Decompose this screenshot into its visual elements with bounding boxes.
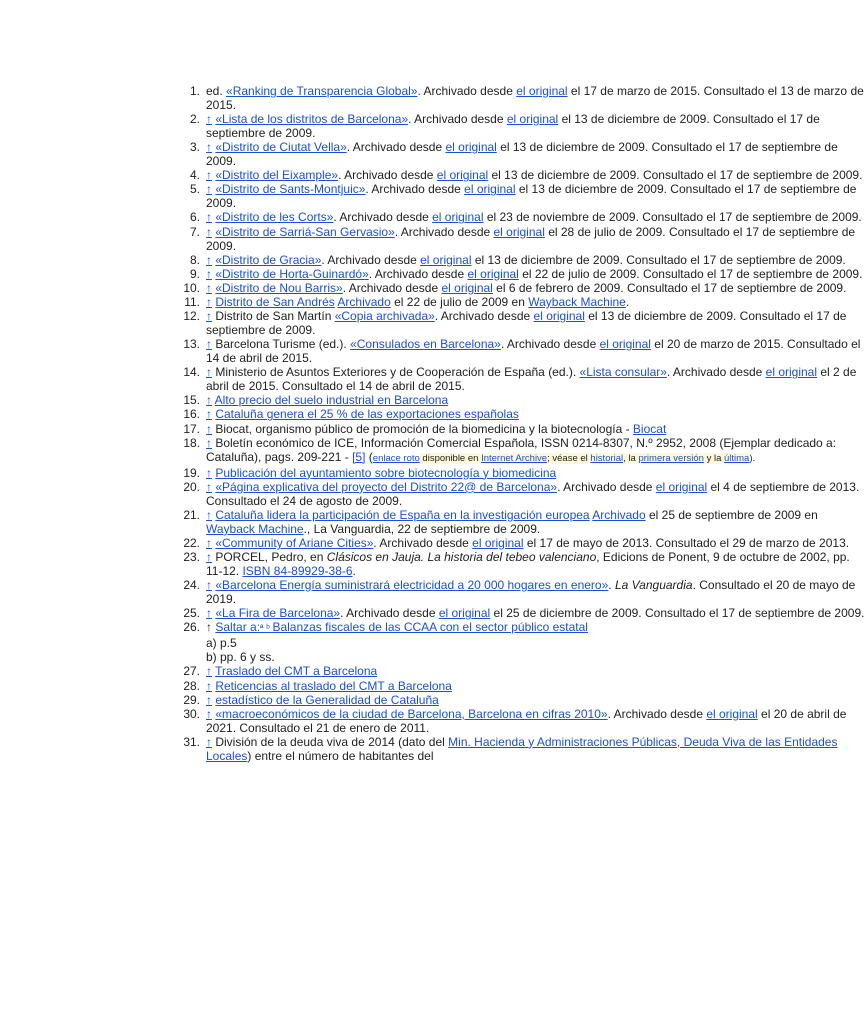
back-arrow-icon[interactable]: ↑ (206, 664, 212, 679)
reference-link[interactable]: Archivado (592, 507, 646, 522)
back-arrow-icon[interactable]: ↑ (206, 734, 212, 749)
back-arrow-icon[interactable]: ↑ (206, 479, 212, 494)
reference-plain-text: el 22 de julio de 2009 en (390, 294, 529, 309)
reference-link[interactable]: el original (533, 309, 585, 324)
reference-plain-text: . Archivado desde (365, 182, 465, 197)
reference-link[interactable]: Internet Archive (481, 452, 548, 464)
reference-item (183, 606, 866, 621)
back-arrow-icon[interactable]: ↑ (206, 507, 212, 522)
reference-number: 20. (183, 479, 200, 494)
reference-number: 14. (183, 365, 200, 380)
reference-item (183, 664, 866, 679)
reference-number: 2. (189, 112, 200, 127)
reference-plain-text: . Archivado desde (607, 706, 707, 721)
reference-link[interactable]: Min. Hacienda y Administraciones Públicas, Deuda Viva de las Entidades Locales (206, 734, 838, 763)
reference-text (206, 550, 866, 578)
reference-text (206, 620, 866, 636)
reference-link[interactable]: el original (516, 84, 568, 98)
back-arrow-icon[interactable]: ↑ (206, 182, 212, 197)
reference-plain-text: . Archivado desde (346, 140, 446, 155)
reference-link[interactable]: el original (467, 266, 519, 281)
reference-plain-text: . Archivado desde (408, 112, 507, 127)
reference-text (206, 365, 866, 393)
reference-text (206, 112, 866, 140)
reference-link[interactable]: [5] (352, 449, 366, 464)
reference-link[interactable]: «Distrito de Sants-Montjuic» (215, 182, 366, 197)
back-arrow-icon[interactable]: ↑ (206, 210, 212, 225)
back-arrow-icon[interactable]: ↑ (206, 393, 212, 408)
reference-link[interactable]: «Lista de los distritos de Barcelona» (215, 112, 409, 127)
reference-link[interactable]: el original (441, 280, 493, 295)
reference-number: 16. (183, 407, 200, 422)
reference-text (206, 182, 866, 210)
reference-link[interactable]: «Distrito del Eixample» (215, 168, 339, 183)
reference-plain-text: ( (365, 449, 373, 464)
reference-number: 31. (183, 734, 200, 749)
reference-link[interactable]: el original (438, 606, 491, 621)
reference-plain-text: . Archivado desde (340, 606, 439, 621)
reference-link[interactable]: el original (765, 365, 818, 380)
reference-text (206, 337, 866, 365)
reference-text (206, 536, 866, 550)
reference-number: 17. (183, 421, 200, 436)
reference-number: 23. (183, 550, 200, 565)
reference-number: 15. (183, 393, 200, 408)
reference-number: 26. (183, 620, 200, 635)
reference-subnote: a) p.5 (206, 636, 237, 651)
reference-text (206, 295, 866, 309)
reference-plain-text: ; véase el (547, 452, 591, 464)
back-arrow-icon[interactable]: ↑ (206, 140, 212, 155)
reference-link[interactable]: última (724, 452, 750, 464)
reference-item (183, 578, 866, 607)
back-arrow-icon[interactable]: ↑ (206, 266, 212, 281)
reference-plain-text: Distrito de San Martín (212, 309, 335, 324)
reference-link[interactable]: el original (472, 535, 524, 550)
reference-link[interactable]: el original (493, 224, 545, 239)
reference-plain-text: . Archivado desde (417, 84, 517, 98)
back-arrow-icon[interactable]: ↑ (206, 578, 212, 593)
reference-item (184, 294, 866, 309)
reference-number: 22. (183, 535, 200, 550)
reference-link[interactable]: Biocat (632, 421, 667, 436)
reference-item (183, 479, 866, 508)
reference-plain-text: . Consultado el 20 de mayo de 2019. (206, 578, 856, 607)
back-arrow-icon[interactable]: ↑ (206, 535, 212, 550)
reference-text (206, 407, 866, 421)
reference-number: 9. (189, 266, 200, 281)
reference-plain-text: el 17 de mayo de 2013. Consultado el 29 de marzo de 2013. (523, 535, 850, 550)
reference-plain-text: el 25 de septiembre de 2009 en (645, 507, 818, 522)
reference-plain-text: . Archivado desde (321, 252, 421, 267)
reference-link[interactable]: «La Fira de Barcelona» (215, 606, 341, 621)
reference-item (183, 620, 866, 665)
reference-text (206, 480, 866, 508)
reference-link[interactable]: Publicación del ayuntamiento sobre biotecnología y biomedicina (215, 465, 557, 480)
reference-plain-text: . Archivado desde (557, 479, 656, 494)
reference-link[interactable]: «Community of Ariane Cities» (215, 535, 374, 550)
reference-plain-text: el 23 de noviembre de 2009. Consultado el 17 de septiembre de 2009. (483, 210, 862, 225)
reference-text (206, 679, 866, 693)
reference-link[interactable]: el original (506, 112, 559, 127)
reference-link[interactable]: Cataluña genera el 25 % de las exportaciones españolas (215, 407, 519, 422)
reference-link[interactable]: el original (706, 706, 758, 721)
back-arrow-icon[interactable]: ↑ (206, 465, 212, 480)
reference-link[interactable]: «Lista consular» (579, 365, 667, 380)
reference-plain-text: , la (623, 452, 639, 464)
reference-number: 29. (183, 692, 200, 707)
reference-link[interactable]: enlace roto (372, 452, 420, 464)
reference-plain-text: y la (703, 452, 724, 464)
reference-item (189, 210, 866, 225)
back-arrow-icon[interactable]: ↑ (206, 309, 212, 324)
reference-text (206, 422, 866, 436)
reference-text (206, 225, 866, 253)
reference-text (206, 707, 866, 735)
back-arrow-icon[interactable]: ↑ (206, 337, 212, 352)
reference-link[interactable]: «Distrito de les Corts» (215, 210, 334, 225)
reference-number: 8. (189, 252, 200, 267)
reference-plain-text: ed. (206, 84, 227, 98)
reference-item (183, 421, 866, 436)
back-arrow-icon: ↑ (206, 620, 212, 635)
reference-plain-text: el 13 de diciembre de 2009. Consultado el 17 de septiembre de 2009. (206, 309, 847, 338)
reference-item (189, 112, 866, 141)
reference-link[interactable]: el original (420, 252, 472, 267)
reference-plain-text: División de la deuda viva de 2014 (dato del (212, 734, 449, 749)
back-arrow-icon[interactable]: ↑ (206, 294, 212, 309)
reference-link[interactable]: Saltar a: (215, 620, 261, 635)
reference-plain-text: el 13 de diciembre de 2009. Consultado el 17 de septiembre de 2009. (488, 168, 863, 183)
reference-text (206, 664, 866, 678)
reference-text (206, 466, 866, 480)
reference-item (183, 309, 866, 338)
reference-text (206, 393, 866, 407)
reference-italic-text: Clásicos en Jauja. La historia del tebeo valenciano (326, 550, 597, 565)
reference-link[interactable]: el original (655, 479, 708, 494)
reference-link[interactable]: ª (260, 623, 267, 635)
reference-number: 12. (183, 309, 200, 324)
back-arrow-icon[interactable]: ↑ (206, 112, 212, 127)
reference-number: 1. (189, 84, 200, 98)
reference-plain-text: disponible en (419, 452, 482, 464)
reference-item (183, 393, 866, 408)
reference-item (183, 507, 866, 536)
reference-link[interactable]: Cataluña lidera la participación de España en la investigación europea (215, 507, 590, 522)
reference-link[interactable]: el original (436, 168, 489, 183)
reference-link[interactable]: Wayback Machine (528, 294, 626, 309)
reference-text (206, 606, 866, 620)
reference-plain-text: . Archivado desde (394, 224, 494, 239)
reference-plain-text: Boletín económico de ICE, Información Comercial Española, ISSN 0214-8307, N.º 2952, 2008 (Ejemplar dedicado a: Cataluña), pags. 209-221 - (206, 435, 837, 464)
reference-link[interactable]: «Copia archivada» (334, 309, 435, 324)
reference-number: 3. (189, 140, 200, 155)
reference-link[interactable]: «Distrito de Ciutat Vella» (215, 140, 347, 155)
reference-item (189, 168, 866, 183)
reference-item (183, 337, 866, 366)
reference-item (183, 678, 866, 693)
reference-number: 25. (183, 606, 200, 621)
reference-number: 6. (189, 210, 200, 225)
back-arrow-icon[interactable]: ↑ (206, 224, 212, 239)
reference-number: 13. (183, 337, 200, 352)
reference-plain-text: . Archivado desde (373, 535, 473, 550)
reference-item (183, 535, 866, 550)
reference-link[interactable]: el original (464, 182, 516, 197)
reference-text (206, 281, 866, 295)
reference-link[interactable]: Archivado (337, 294, 391, 309)
reference-plain-text: . Archivado desde (666, 365, 766, 380)
reference-item (183, 365, 866, 394)
reference-item (189, 140, 866, 169)
reference-plain-text: el 20 de abril de 2021. Consultado el 21 de enero de 2011. (206, 706, 847, 735)
back-arrow-icon[interactable]: ↑ (206, 280, 212, 295)
reference-link[interactable]: ᵇ (266, 623, 273, 635)
reference-link[interactable]: Reticencias al traslado del CMT a Barcelona (215, 678, 452, 693)
reference-link[interactable]: Wayback Machine (206, 521, 304, 536)
reference-item (189, 224, 866, 253)
reference-number: 27. (183, 664, 200, 679)
reference-link[interactable]: primera versión (638, 452, 704, 464)
back-arrow-icon[interactable]: ↑ (206, 365, 212, 380)
reference-plain-text: . Archivado desde (368, 266, 468, 281)
reference-link[interactable]: «Distrito de Sarriá-San Gervasio» (215, 224, 395, 239)
reference-number: 21. (183, 507, 200, 522)
reference-subnote: b) pp. 6 y ss. (206, 650, 275, 665)
reference-plain-text: el 22 de julio de 2009. Consultado el 17 de septiembre de 2009. (518, 266, 863, 281)
reference-link[interactable]: historial (590, 452, 624, 464)
reference-text (206, 508, 866, 536)
reference-plain-text: . Archivado desde (500, 337, 600, 352)
reference-link[interactable]: «Ranking de Transparencia Global» (226, 84, 418, 98)
back-arrow-icon[interactable]: ↑ (206, 421, 212, 436)
reference-number: 18. (183, 435, 200, 450)
reference-plain-text: . (625, 294, 630, 309)
reference-text (206, 735, 866, 763)
back-arrow-icon[interactable]: ↑ (206, 550, 212, 565)
reference-link[interactable]: «Consulados en Barcelona» (350, 337, 501, 352)
reference-text (206, 578, 866, 606)
reference-text (206, 210, 866, 224)
reference-item (183, 280, 866, 295)
reference-number: 28. (183, 678, 200, 693)
reference-link[interactable]: «Distrito de Gracia» (215, 252, 322, 267)
reference-plain-text: . (608, 578, 615, 593)
reference-plain-text: ). (749, 452, 756, 464)
reference-link[interactable]: «Distrito de Nou Barris» (215, 280, 343, 295)
reference-number: 7. (189, 224, 200, 239)
reference-plain-text: el 2 de abril de 2015. Consultado el 14 de abril de 2015. (206, 365, 857, 394)
back-arrow-icon[interactable]: ↑ (206, 678, 212, 693)
reference-item (189, 84, 866, 112)
reference-item (183, 435, 866, 466)
back-arrow-icon[interactable]: ↑ (206, 168, 212, 183)
reference-plain-text: el 13 de diciembre de 2009. Consultado el 17 de septiembre de 2009. (206, 140, 838, 169)
back-arrow-icon[interactable]: ↑ (206, 692, 212, 707)
reference-plain-text: . (352, 564, 356, 579)
reference-link[interactable]: Alto precio del suelo industrial en Barcelona (214, 393, 449, 408)
reference-link[interactable]: ISBN 84-89929-38-6 (242, 564, 353, 579)
reference-plain-text: ) entre el número de habitantes del (247, 748, 434, 763)
reference-plain-text: el 20 de marzo de 2015. Consultado el 14 de abril de 2015. (206, 337, 861, 366)
reference-link[interactable]: Distrito de San Andrés (215, 294, 335, 309)
reference-italic-text: La Vanguardia (614, 578, 693, 593)
reference-plain-text: el 13 de diciembre de 2009. Consultado el 17 de septiembre de 2009. (471, 252, 846, 267)
reference-plain-text: el 4 de septiembre de 2013. Consultado el 24 de agosto de 2009. (206, 479, 860, 508)
back-arrow-icon[interactable]: ↑ (206, 435, 212, 450)
reference-plain-text: el 25 de diciembre de 2009. Consultado el 17 de septiembre de 2009. (490, 606, 865, 621)
reference-item (183, 465, 866, 480)
reference-item (183, 407, 866, 422)
reference-link[interactable]: «Página explicativa del proyecto del Distrito 22@ de Barcelona» (215, 479, 558, 494)
reference-text (206, 168, 866, 182)
reference-item (183, 734, 866, 763)
reference-link[interactable]: estadístico de la Generalidad de Cataluña (215, 692, 439, 707)
reference-plain-text: el 6 de febrero de 2009. Consultado el 17 de septiembre de 2009. (492, 280, 847, 295)
reference-link[interactable]: el original (599, 337, 651, 352)
reference-number: 5. (189, 182, 200, 197)
reference-link[interactable]: «Distrito de Horta-Guinardó» (215, 266, 369, 281)
reference-item (189, 252, 866, 267)
reference-number: 10. (183, 280, 200, 295)
reference-plain-text: , Edicions de Ponent, 9 de octubre de 2002, pp. 11-12. (206, 550, 850, 579)
reference-link[interactable]: Balanzas fiscales de las CCAA con el sector público estatal (272, 620, 588, 635)
reference-text (206, 309, 866, 337)
reference-text (206, 253, 866, 267)
reference-link[interactable]: el original (432, 210, 484, 225)
reference-link[interactable]: el original (445, 140, 497, 155)
reference-plain-text: ., La Vanguardia, 22 de septiembre de 2009. (303, 521, 541, 536)
reference-link[interactable]: «Barcelona Energía suministrará electricidad a 20 000 hogares en enero» (215, 578, 609, 593)
reference-text (206, 84, 866, 112)
reference-item (189, 182, 866, 211)
reference-item (183, 706, 866, 735)
reference-plain-text: Ministerio de Asuntos Exteriores y de Cooperación de España (ed.). (212, 365, 580, 380)
reference-text (206, 267, 866, 281)
reference-plain-text: el 28 de julio de 2009. Consultado el 17 de septiembre de 2009. (206, 224, 856, 253)
reference-number: 30. (183, 706, 200, 721)
reference-plain-text: Biocat, organismo público de promoción de la biomedicina y la biotecnología - (212, 421, 633, 436)
reference-item (183, 550, 866, 579)
reference-text (206, 140, 866, 168)
back-arrow-icon[interactable]: ↑ (206, 252, 212, 267)
reference-text (206, 693, 866, 707)
reference-plain-text: PORCEL, Pedro, en (212, 550, 327, 565)
reference-item (189, 266, 866, 281)
references-list (0, 84, 866, 763)
reference-number: 24. (183, 578, 200, 593)
reference-item (183, 692, 866, 707)
reference-number: 19. (183, 465, 200, 480)
back-arrow-icon[interactable]: ↑ (206, 706, 212, 721)
reference-plain-text: Barcelona Turisme (ed.). (212, 337, 351, 352)
reference-plain-text: . Archivado desde (333, 210, 433, 225)
reference-plain-text: . Archivado desde (434, 309, 534, 324)
back-arrow-icon[interactable]: ↑ (206, 606, 212, 621)
reference-number: 11. (184, 294, 200, 309)
reference-link[interactable]: Traslado del CMT a Barcelona (215, 664, 378, 679)
reference-plain-text: . Archivado desde (338, 168, 437, 183)
reference-plain-text: el 13 de diciembre de 2009. Consultado el 17 de septiembre de 2009. (206, 182, 857, 211)
back-arrow-icon[interactable]: ↑ (206, 407, 212, 422)
reference-plain-text: el 13 de diciembre de 2009. Consultado el 17 de septiembre de 2009. (206, 112, 820, 141)
reference-plain-text: el 17 de marzo de 2015. Consultado el 13 de marzo de 2015. (206, 84, 864, 112)
reference-plain-text: . Archivado desde (342, 280, 442, 295)
reference-link[interactable]: «macroeconómicos de la ciudad de Barcelona, Barcelona en cifras 2010» (215, 706, 608, 721)
reference-text (206, 436, 866, 466)
reference-number: 4. (189, 168, 200, 183)
